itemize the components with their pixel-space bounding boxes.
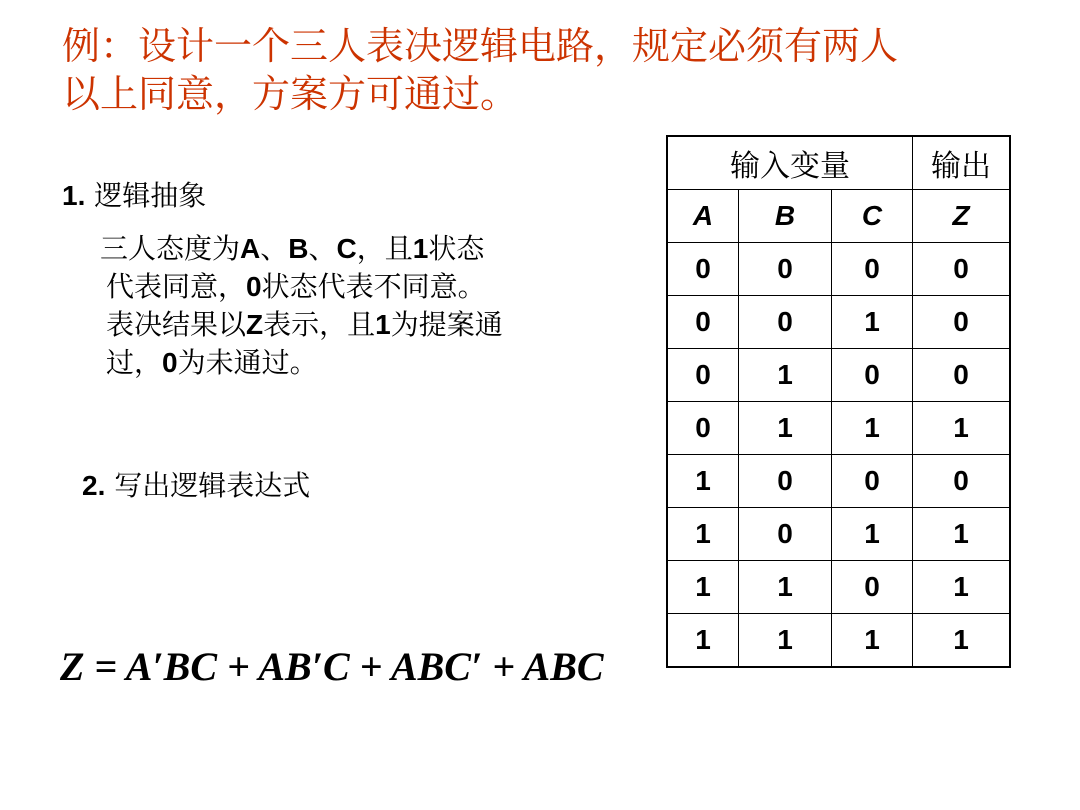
- text-run: 表示，且: [263, 308, 376, 341]
- table-cell: 0: [739, 296, 832, 349]
- section-2-number: 2.: [82, 470, 106, 501]
- text-run: 表决结果以: [106, 308, 247, 341]
- table-cell: 1: [667, 455, 739, 508]
- text-run: ，且: [356, 232, 413, 265]
- text-run: 、: [308, 232, 337, 265]
- section-2-heading: [82, 466, 310, 506]
- header-input-variables: 输入变量: [667, 136, 913, 190]
- section-1-body: [100, 230, 503, 382]
- table-row: [667, 455, 1010, 508]
- section-1-number: 1.: [62, 180, 86, 211]
- text-run: 三人态度为: [100, 232, 241, 265]
- text-run: 代表同意，: [106, 270, 247, 303]
- table-variable-row: [667, 190, 1010, 243]
- text-run: Z: [246, 309, 264, 340]
- table-row: [667, 243, 1010, 296]
- var-a: A: [667, 190, 739, 243]
- table-cell: 1: [832, 508, 913, 561]
- table-cell: 0: [667, 243, 739, 296]
- table-cell: 1: [667, 508, 739, 561]
- table-row: [667, 296, 1010, 349]
- table-cell: 1: [832, 296, 913, 349]
- table-cell: 0: [913, 243, 1011, 296]
- table-row: [667, 349, 1010, 402]
- text-run: 状态代表不同意。: [261, 270, 486, 303]
- title-line-2: 以上同意，方案方可通过。: [62, 72, 519, 116]
- table-cell: 1: [913, 508, 1011, 561]
- section-1-heading-text: 逻辑抽象: [94, 179, 207, 212]
- truth-table: [666, 135, 1011, 668]
- text-run: 1: [375, 309, 391, 340]
- table-cell: 1: [913, 614, 1011, 668]
- table-row: [667, 402, 1010, 455]
- table-cell: 0: [667, 402, 739, 455]
- table-cell: 0: [913, 455, 1011, 508]
- text-run: 1: [412, 233, 429, 264]
- text-run: 0: [246, 271, 262, 302]
- table-cell: 0: [739, 243, 832, 296]
- text-run: 过，: [106, 346, 163, 379]
- section-1-heading: [62, 176, 206, 216]
- table-cell: 1: [739, 349, 832, 402]
- table-header-row: [667, 136, 1010, 190]
- table-cell: 0: [913, 296, 1011, 349]
- section-1-line-1: [100, 230, 503, 268]
- table-cell: 1: [832, 614, 913, 668]
- table-cell: 1: [832, 402, 913, 455]
- table-cell: 0: [913, 349, 1011, 402]
- var-z: Z: [913, 190, 1011, 243]
- text-run: 状态: [428, 232, 485, 265]
- table-cell: 0: [667, 349, 739, 402]
- table-row: [667, 614, 1010, 668]
- text-run: 为提案通: [390, 308, 503, 341]
- table-cell: 1: [913, 402, 1011, 455]
- text-run: B: [288, 233, 309, 264]
- table-cell: 1: [739, 561, 832, 614]
- header-output: 输出: [913, 136, 1011, 190]
- table-cell: 0: [739, 508, 832, 561]
- var-b: B: [739, 190, 832, 243]
- section-2-heading-text: 写出逻辑表达式: [114, 469, 311, 502]
- text-run: C: [336, 233, 357, 264]
- section-1-line-4: [100, 344, 503, 382]
- table-cell: 1: [667, 561, 739, 614]
- table-row: [667, 508, 1010, 561]
- table-cell: 0: [667, 296, 739, 349]
- table-cell: 0: [832, 243, 913, 296]
- text-run: 0: [162, 347, 178, 378]
- table-cell: 0: [832, 561, 913, 614]
- section-1-line-3: [100, 306, 503, 344]
- slide-title: [62, 22, 1062, 118]
- table-cell: 1: [739, 402, 832, 455]
- text-run: 、: [260, 232, 289, 265]
- table-cell: 0: [739, 455, 832, 508]
- logic-expression: Z = A′BC + AB′C + ABC′ + ABC: [60, 644, 604, 689]
- text-run: A: [240, 233, 261, 264]
- var-c: C: [832, 190, 913, 243]
- table-cell: 0: [832, 349, 913, 402]
- table-cell: 0: [832, 455, 913, 508]
- title-line-1: 例：设计一个三人表决逻辑电路，规定必须有两人: [62, 24, 899, 68]
- table-row: [667, 561, 1010, 614]
- table-cell: 1: [667, 614, 739, 668]
- table-cell: 1: [739, 614, 832, 668]
- table-cell: 1: [913, 561, 1011, 614]
- text-run: 为未通过。: [177, 346, 318, 379]
- section-1-line-2: [100, 268, 503, 306]
